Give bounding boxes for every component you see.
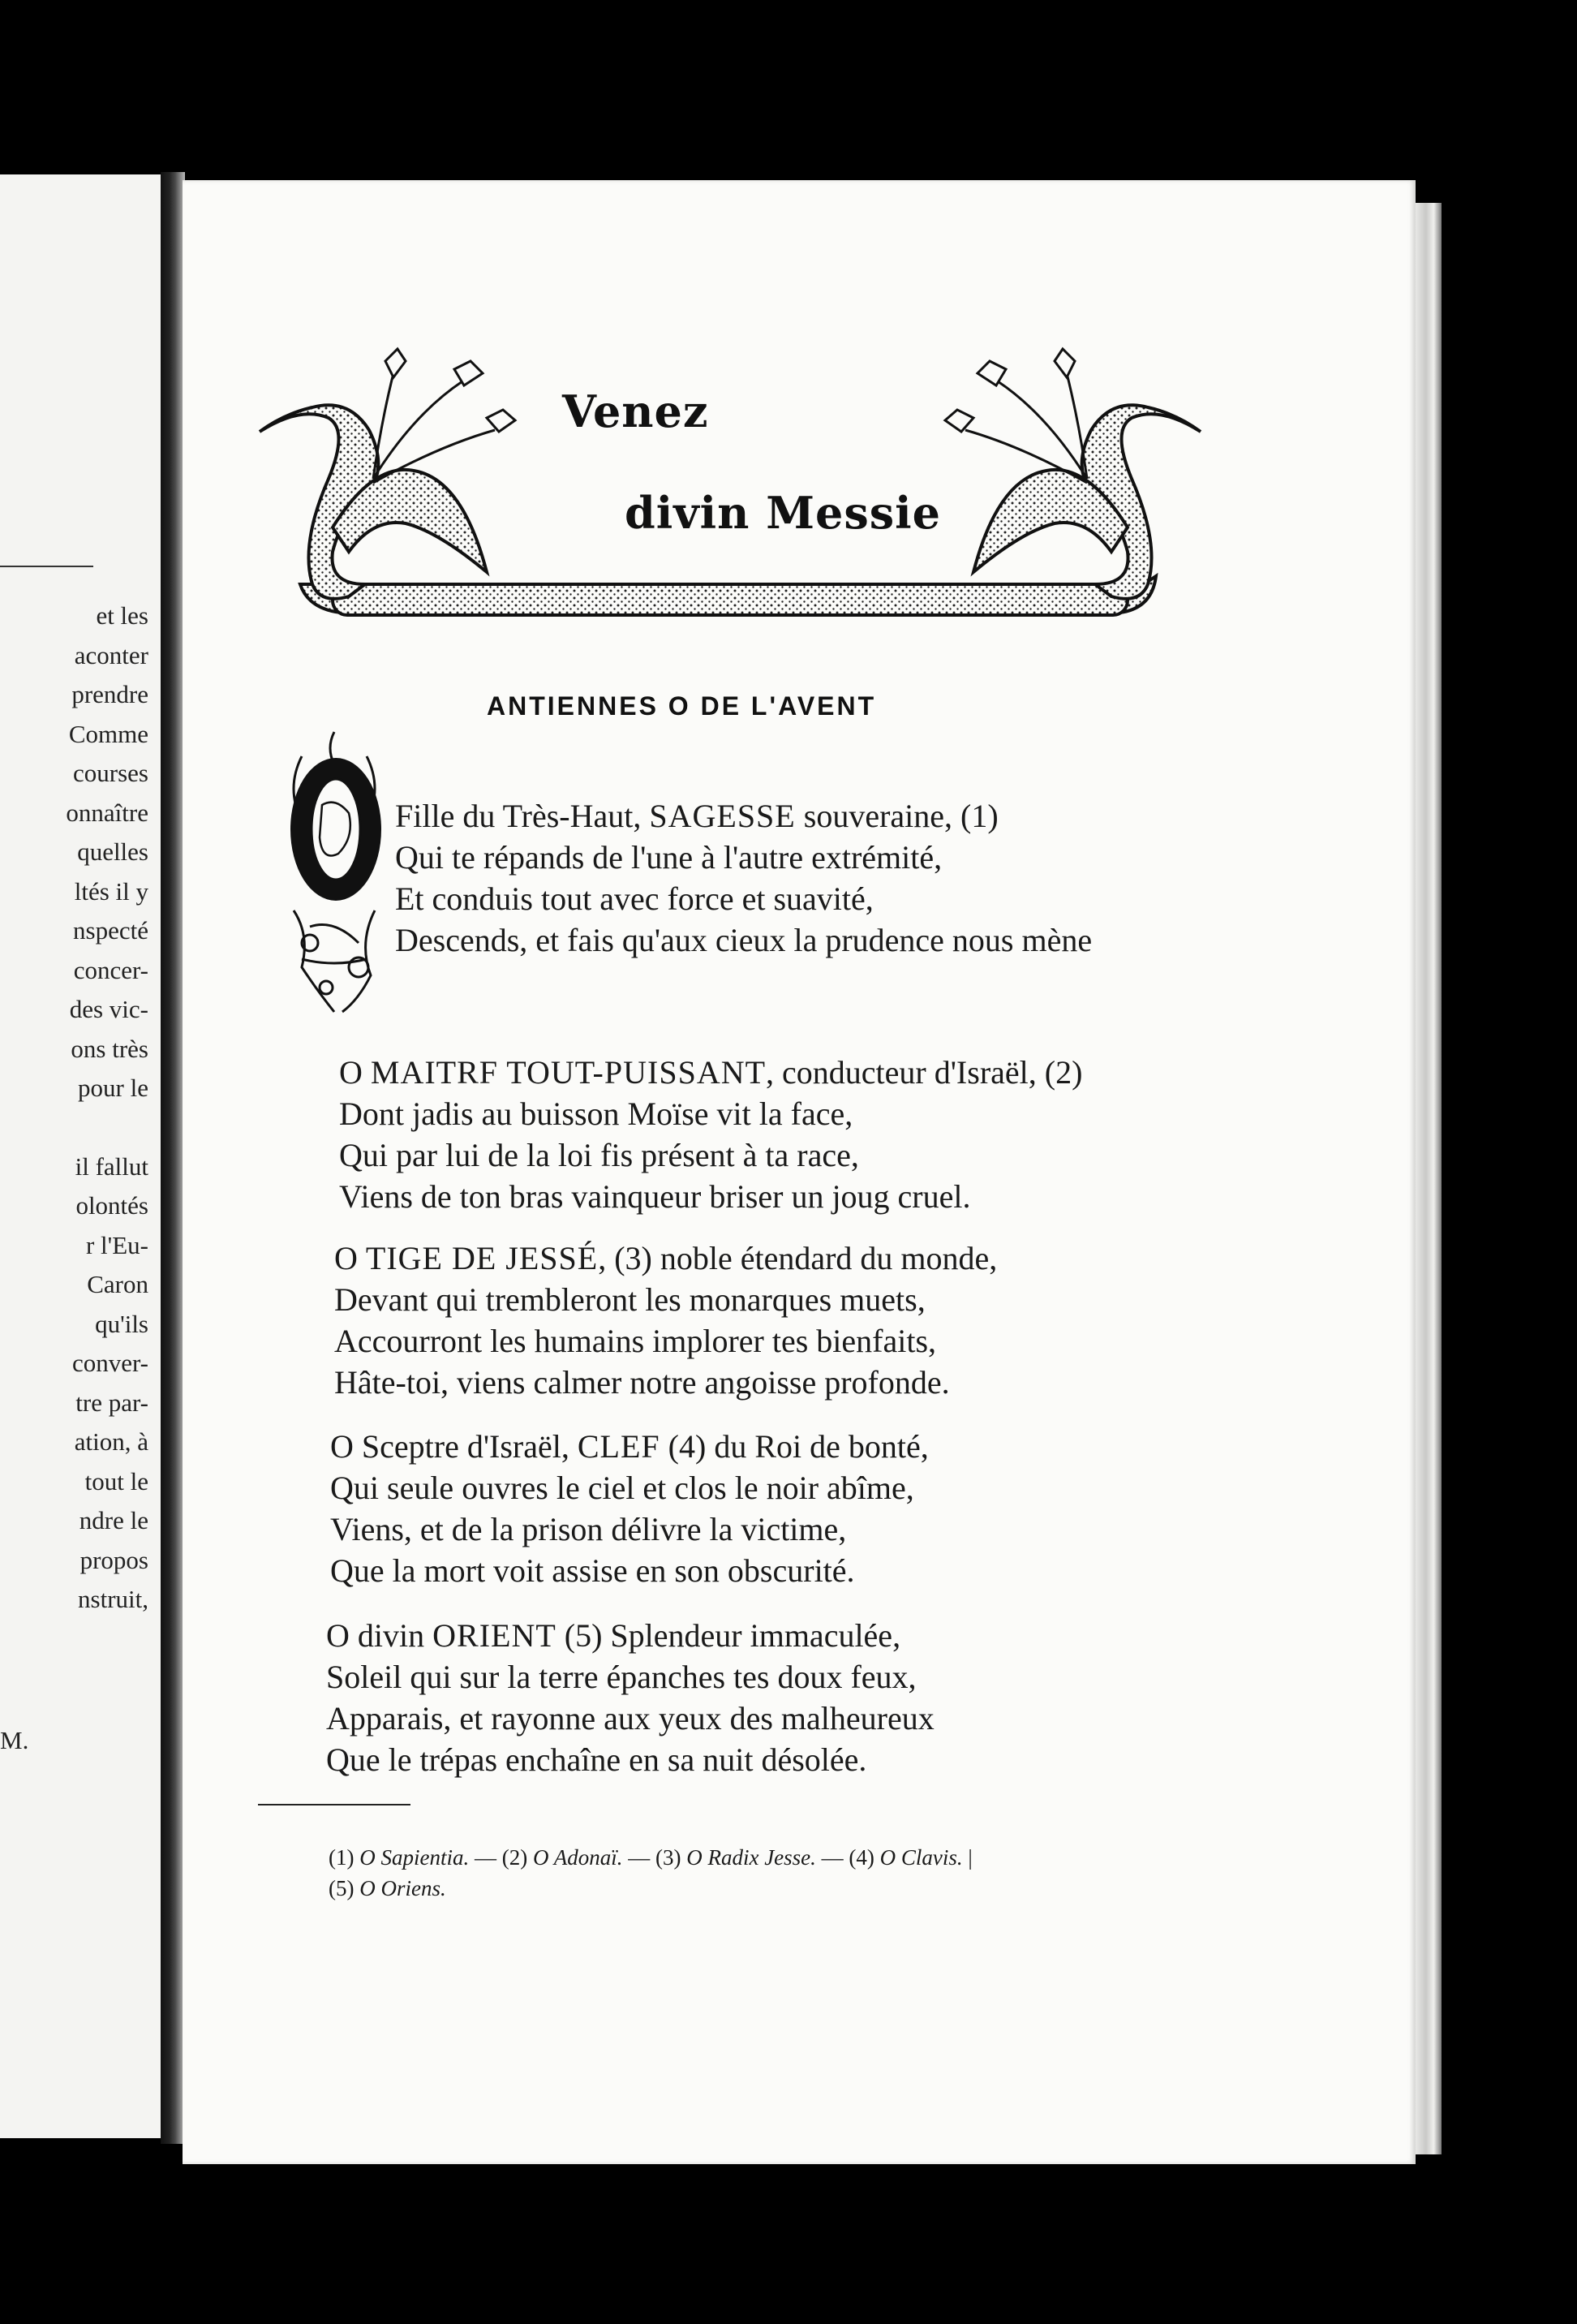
verse-line: Soleil qui sur la terre épanches tes doux feux, bbox=[326, 1659, 917, 1695]
verse-line: Dont jadis au buisson Moïse vit la face, bbox=[339, 1095, 853, 1132]
left-line: nspecté bbox=[73, 916, 148, 945]
banner-title-line-2: divin Messie bbox=[625, 487, 942, 539]
left-line: courses bbox=[73, 759, 148, 787]
left-line: concer- bbox=[73, 955, 148, 984]
left-line: Caron bbox=[87, 1270, 148, 1298]
verse-line: Qui te répands de l'une à l'autre extrémité, bbox=[395, 839, 943, 876]
stanza-2 bbox=[339, 1052, 1082, 1217]
footnotes bbox=[329, 1842, 973, 1904]
left-line: tre par- bbox=[75, 1388, 148, 1417]
verse-line: O MAITRF TOUT-PUISSANT, conducteur d'Israël, (2) bbox=[339, 1054, 1083, 1091]
verse-line: Qui seule ouvres le ciel et clos le noir abîme, bbox=[330, 1470, 914, 1506]
left-line: tout le bbox=[84, 1466, 148, 1496]
left-page-rule bbox=[0, 566, 93, 567]
verse-line: Apparais, et rayonne aux yeux des malheureux bbox=[326, 1700, 935, 1737]
verse-line: Et conduis tout avec force et suavité, bbox=[395, 880, 874, 917]
verse-line: Devant qui trembleront les monarques muets, bbox=[334, 1281, 926, 1318]
verse-line: Viens de ton bras vainqueur briser un joug cruel. bbox=[339, 1178, 971, 1215]
verse-line: Que la mort voit assise en son obscurité. bbox=[330, 1552, 855, 1589]
left-line: olontés bbox=[75, 1191, 148, 1220]
left-line: onnaître bbox=[66, 798, 148, 827]
left-line: propos bbox=[79, 1545, 148, 1574]
left-line: ation, à bbox=[74, 1427, 148, 1456]
stanza-5 bbox=[326, 1615, 935, 1780]
left-line: il fallut bbox=[75, 1151, 148, 1181]
left-line: et les bbox=[96, 601, 148, 630]
left-line: nstruit, bbox=[78, 1585, 148, 1613]
stanza-4 bbox=[330, 1426, 929, 1591]
left-line: aconter bbox=[74, 640, 148, 669]
footnote-line-1: (1) O Sapientia. — (2) O Adonaï. — (3) O Radix Jesse. — (4) O Clavis. | bbox=[329, 1845, 973, 1870]
verse-line: Descends, et fais qu'aux cieux la prudence nous mène bbox=[395, 922, 1093, 958]
stanza-1 bbox=[395, 795, 1092, 961]
left-page-text bbox=[66, 596, 148, 1620]
left-line: ons très bbox=[71, 1034, 148, 1063]
left-line: pour le bbox=[78, 1074, 148, 1102]
verse-line: O Sceptre d'Israël, CLEF (4) du Roi de bonté, bbox=[330, 1428, 929, 1465]
illuminated-initial bbox=[277, 724, 393, 1018]
verse-line: O TIGE DE JESSÉ, (3) noble étendard du monde, bbox=[334, 1240, 998, 1276]
footnote-rule bbox=[258, 1804, 410, 1805]
verse-line: Qui par lui de la loi fis présent à ta race, bbox=[339, 1137, 859, 1173]
left-line: quelles bbox=[77, 837, 148, 866]
section-heading: ANTIENNES O DE L'AVENT bbox=[487, 691, 877, 721]
left-line: des vic- bbox=[69, 995, 148, 1023]
page-edges bbox=[1416, 203, 1442, 2154]
left-line: qu'ils bbox=[95, 1309, 148, 1338]
left-line: ltés il y bbox=[74, 876, 148, 906]
footnote-line-2: (5) O Oriens. bbox=[329, 1876, 446, 1900]
verse-line: Hâte-toi, viens calmer notre angoisse profonde. bbox=[334, 1364, 950, 1401]
left-line: ndre le bbox=[79, 1506, 148, 1534]
verse-line: Viens, et de la prison délivre la victime, bbox=[330, 1511, 847, 1547]
left-line: Comme bbox=[68, 719, 148, 748]
book-gutter bbox=[161, 172, 185, 2144]
verse-line: Accourront les humains implorer tes bienfaits, bbox=[334, 1323, 937, 1359]
left-page-signature: M. bbox=[0, 1726, 29, 1754]
left-line: conver- bbox=[71, 1349, 148, 1377]
left-line: r l'Eu- bbox=[85, 1230, 148, 1259]
verse-line: O divin ORIENT (5) Splendeur immaculée, bbox=[326, 1617, 901, 1654]
verse-line: Que le trépas enchaîne en sa nuit désolée. bbox=[326, 1741, 867, 1778]
stanza-3 bbox=[334, 1237, 997, 1403]
previous-page bbox=[0, 174, 166, 2138]
left-line: prendre bbox=[71, 680, 148, 708]
paragraph-gap bbox=[66, 1108, 148, 1147]
verse-line: Fille du Très-Haut, SAGESSE souveraine, (1) bbox=[395, 798, 999, 834]
banner-title-line-1: Venez bbox=[562, 385, 709, 437]
